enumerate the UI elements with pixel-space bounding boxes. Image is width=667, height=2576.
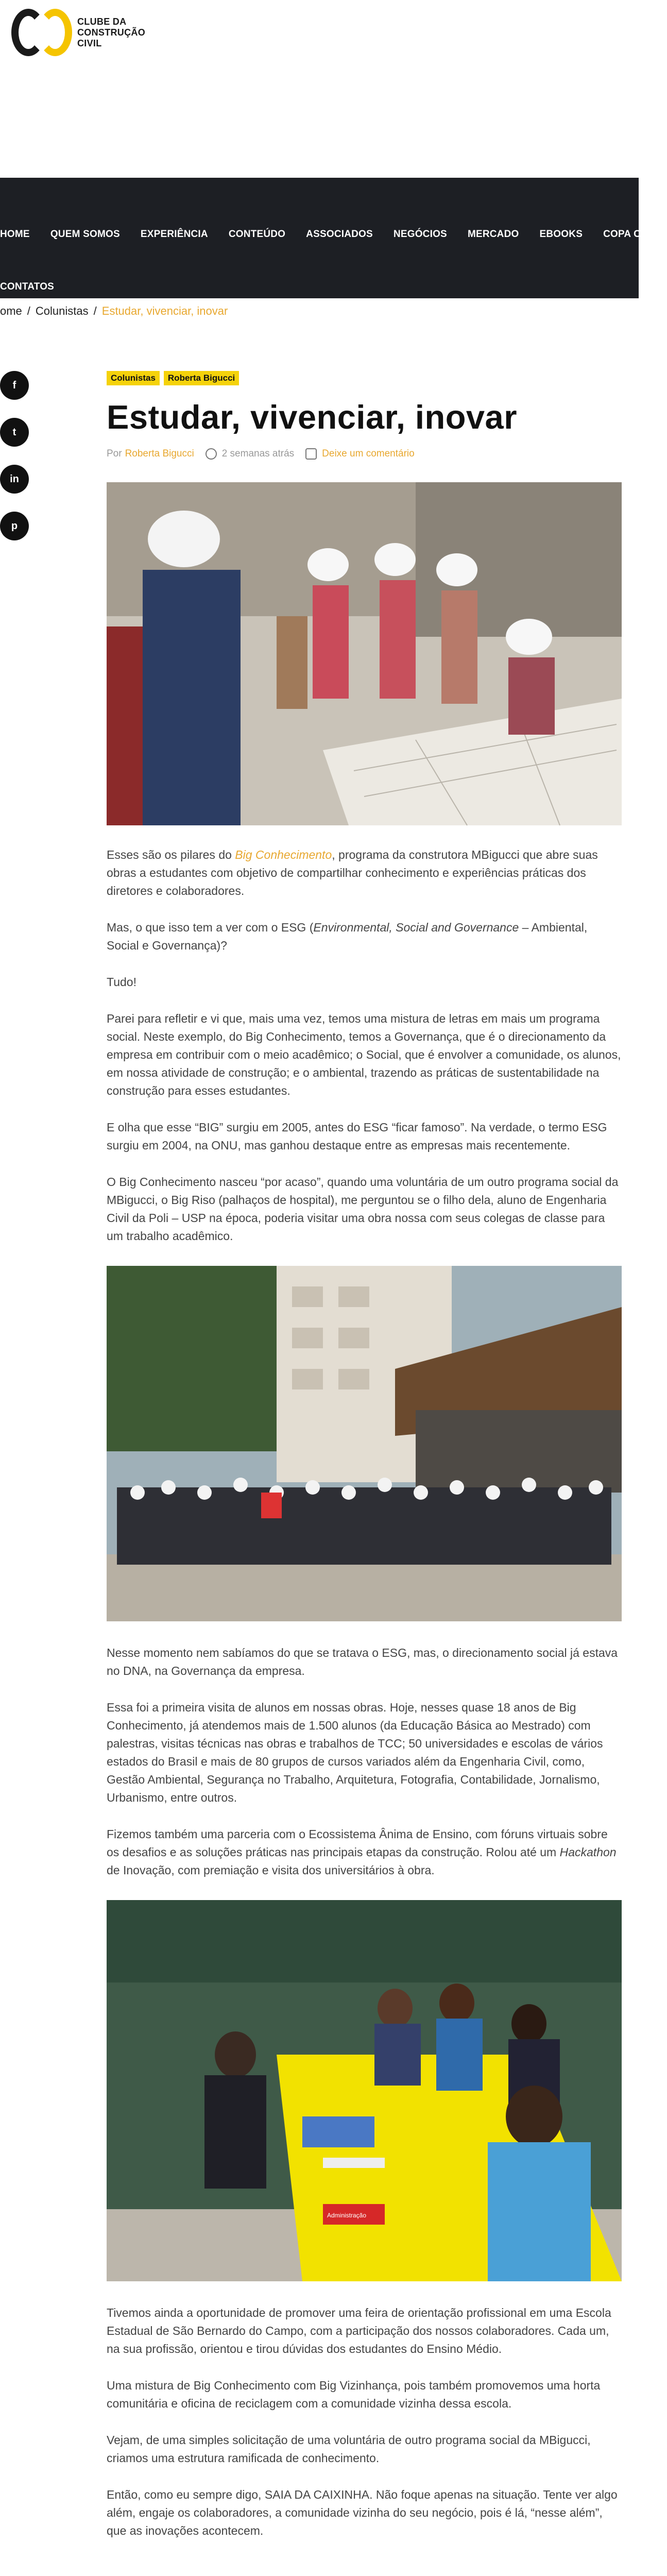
nav-item-negocios[interactable]: NEGÓCIOS bbox=[393, 229, 447, 240]
paragraph-4: Parei para refletir e vi que, mais uma vez, temos uma mistura de letras em mais um programa social. Neste exemplo, do Big Conhecimento, temos a Governança, que é o direcionamento da empresa em contribuir com o meio acadêmico; o Social, que é envolver a comunidade, os alunos, em nossa atividade de construção; e o ambiental, trazendo as práticas de sustentabilidade na construção para esses estudantes. bbox=[107, 1012, 621, 1097]
big-conhecimento-link[interactable]: Big Conhecimento bbox=[235, 848, 332, 861]
paragraph-3: Tudo! bbox=[107, 975, 136, 989]
nav-row-1 bbox=[0, 219, 667, 250]
photo-sign-text: Administração bbox=[327, 2212, 367, 2219]
meta-by: Por bbox=[107, 448, 122, 459]
breadcrumb-separator: / bbox=[27, 304, 30, 317]
nav-item-quem-somos[interactable]: QUEM SOMOS bbox=[50, 229, 120, 240]
breadcrumb-home[interactable]: ome bbox=[0, 304, 22, 317]
nav-item-ebooks[interactable]: EBOOKS bbox=[539, 229, 583, 240]
paragraph-1: Esses são os pilares do Big Conhecimento, programa da construtora MBigucci que abre suas obras a estudantes com objetivo de compartilhar conhecimento e experiências práticas dos diretores e colaboradores. bbox=[107, 848, 598, 897]
paragraph-8: Essa foi a primeira visita de alunos em nossas obras. Hoje, nesses quase 18 anos de Big Conhecimento, já atendemos mais de 1.500 alunos (da Educação Básica ao Mestrado) com palestras, visitas técnicas nas obras e trabalhos de TCC; 50 universidades e escolas de vários estados do Brasil e mais de 80 grupos de cursos variados além da Engenharia Civil, como, Gestão Ambiental, Segurança no Trabalho, Arquitetura, Fotografia, Contabilidade, Jornalismo, Urbanismo, entre outros. bbox=[107, 1701, 603, 1804]
photo-students-with-helmets bbox=[107, 482, 622, 825]
article-photo-1 bbox=[107, 482, 622, 825]
main-navigation bbox=[0, 178, 646, 298]
nav-item-home[interactable]: HOME bbox=[0, 229, 30, 240]
facebook-icon[interactable]: f bbox=[0, 371, 29, 400]
logo-line-3: CIVIL bbox=[77, 38, 102, 48]
paragraph-6: O Big Conhecimento nasceu “por acaso”, quando uma voluntária de um outro programa social da MBigucci, o Big Riso (palhaços de hospital), me perguntou se o filho dela, aluno de Engenharia Civil da Poli – USP na época, poderia visitar uma obra nossa com seus colegas de classe para um trabalho acadêmico. bbox=[107, 1175, 619, 1243]
article-photo-3 bbox=[107, 1900, 622, 2281]
paragraph-10: Tivemos ainda a oportunidade de promover uma feira de orientação profissional em uma Escola Estadual de São Bernardo do Campo, com a participação dos nossos colaboradores. Cada um, na sua profissão, orientou e tirou dúvidas dos estudantes do Ensino Médio. bbox=[107, 2306, 611, 2355]
breadcrumb-separator: / bbox=[93, 304, 97, 317]
pinterest-icon[interactable]: p bbox=[0, 512, 29, 540]
nav-item-experiencia[interactable]: EXPERIÊNCIA bbox=[140, 229, 208, 240]
article bbox=[107, 371, 622, 2576]
clock-icon bbox=[206, 448, 217, 460]
logo-text bbox=[77, 16, 145, 49]
nav-row-2 bbox=[0, 272, 75, 302]
photo-career-fair-table bbox=[107, 1900, 622, 2281]
nav-item-associados[interactable]: ASSOCIADOS bbox=[306, 229, 373, 240]
site-logo[interactable] bbox=[11, 4, 145, 61]
nav-item-mercado[interactable]: MERCADO bbox=[467, 229, 519, 240]
paragraph-12: Vejam, de uma simples solicitação de uma voluntária de outro programa social da MBigucci, criamos uma estrutura ramificada de conhecimento. bbox=[107, 2433, 591, 2465]
meta-comment-link[interactable]: Deixe um comentário bbox=[322, 448, 415, 459]
tag-colunistas[interactable]: Colunistas bbox=[107, 371, 160, 385]
breadcrumb-current: Estudar, vivenciar, inovar bbox=[101, 304, 228, 317]
breadcrumb bbox=[0, 305, 228, 317]
comment-icon bbox=[305, 448, 317, 460]
paragraph-9: Fizemos também uma parceria com o Ecossistema Ânima de Ensino, com fóruns virtuais sobre os desafios e as soluções práticas nas principais etapas da construção. Rolou até um Hackathon de Inovação, com premiação e visita dos universitários à obra. bbox=[107, 1827, 617, 1877]
article-meta bbox=[107, 446, 622, 462]
article-photo-2 bbox=[107, 1266, 622, 1621]
logo-line-1: CLUBE DA bbox=[77, 16, 127, 27]
linkedin-icon[interactable]: in bbox=[0, 465, 29, 494]
twitter-icon[interactable]: t bbox=[0, 418, 29, 447]
paragraph-2: Mas, o que isso tem a ver com o ESG (Environmental, Social and Governance – Ambiental, Social e Governança)? bbox=[107, 921, 588, 952]
category-tags bbox=[107, 371, 622, 385]
paragraph-13: Então, como eu sempre digo, SAIA DA CAIXINHA. Não foque apenas na situação. Tente ver algo além, engaje os colaboradores, a comunidade vizinha do seu negócio, pois é lá, “nesse além”, que as inovações acontecem. bbox=[107, 2488, 618, 2537]
meta-author-link[interactable]: Roberta Bigucci bbox=[125, 448, 194, 459]
logo-line-2: CONSTRUÇÃO bbox=[77, 27, 145, 38]
nav-item-conteudo[interactable]: CONTEÚDO bbox=[228, 229, 286, 240]
article-title: Estudar, vivenciar, inovar bbox=[107, 398, 517, 436]
paragraph-11: Uma mistura de Big Conhecimento com Big Vizinhança, pois também promovemos uma horta comunitária e oficina de reciclagem com a comunidade vizinha dessa escola. bbox=[107, 2379, 601, 2410]
paragraph-5: E olha que esse “BIG” surgiu em 2005, antes do ESG “ficar famoso”. Na verdade, o termo ESG surgiu em 2004, na ONU, mas ganhou destaque entre as empresas mais recentemente. bbox=[107, 1121, 607, 1152]
c3-logo-icon bbox=[11, 7, 71, 58]
paragraph-7: Nesse momento nem sabíamos do que se tratava o ESG, mas, o direcionamento social já estava no DNA, na Governança da empresa. bbox=[107, 1646, 618, 1677]
nav-item-contatos[interactable]: CONTATOS bbox=[0, 281, 55, 292]
photo-group-at-construction-site bbox=[107, 1266, 622, 1621]
nav-item-copa-c3[interactable]: COPA C3 bbox=[603, 229, 646, 240]
meta-time: 2 semanas atrás bbox=[221, 448, 295, 459]
breadcrumb-section[interactable]: Colunistas bbox=[35, 304, 89, 317]
tag-roberta-bigucci[interactable]: Roberta Bigucci bbox=[164, 371, 239, 385]
